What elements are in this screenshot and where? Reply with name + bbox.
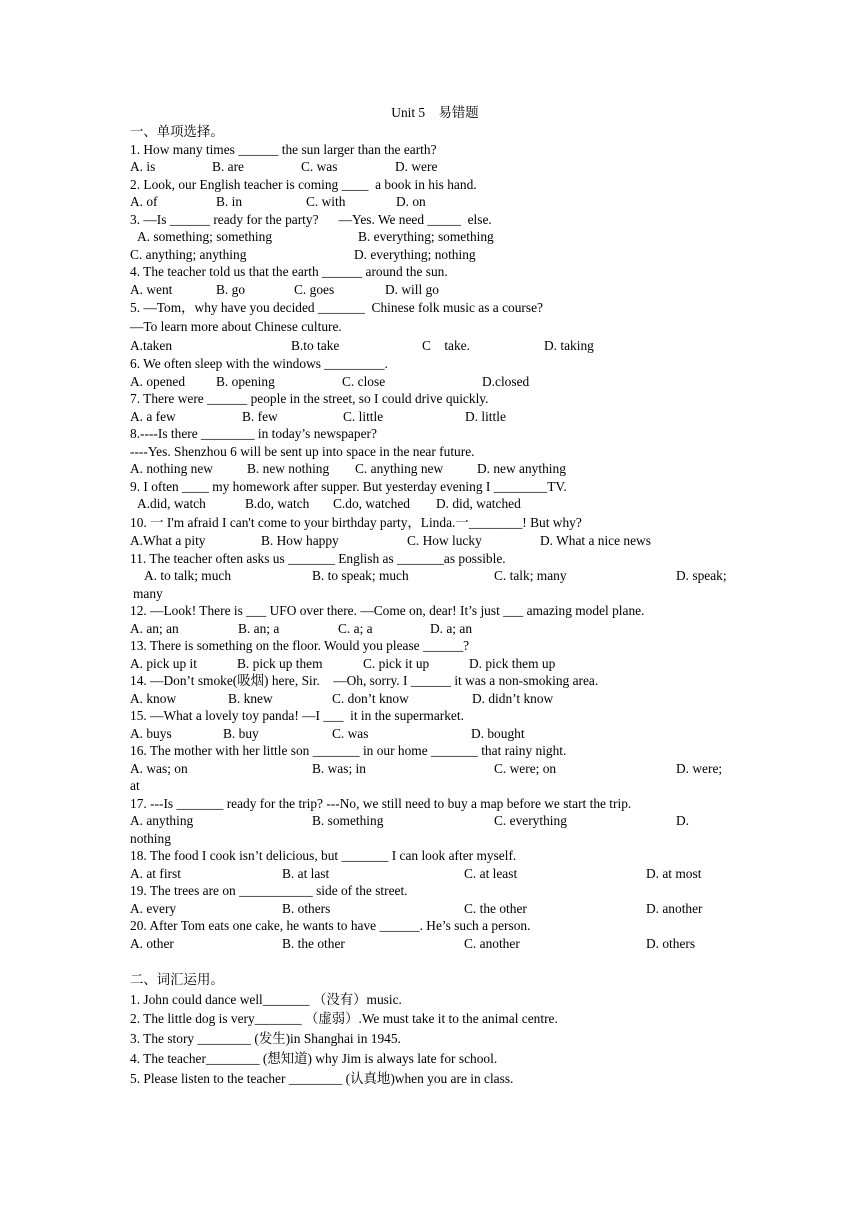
question-14: 14. —Don’t smoke(吸烟) here, Sir. —Oh, sorry. I ______ it was a non-smoking area. [130, 673, 599, 688]
option-d: D. on [396, 194, 426, 209]
option-d: D. taking [544, 338, 594, 353]
option-b: B. at last [282, 865, 330, 881]
option-d: D. at most [646, 865, 702, 881]
question-2: 2. Look, our English teacher is coming ____ a book in his hand. [130, 176, 477, 192]
question-5: 5. —Tom，why have you decided _______ Chinese folk music as a course? [130, 300, 543, 315]
question-9: 9. I often ____ my homework after supper. But yesterday evening I ________TV. [130, 478, 567, 494]
question-4: 4. The teacher told us that the earth ______ around the sun. [130, 264, 448, 279]
options-13 [130, 655, 732, 673]
options-4 [130, 281, 732, 299]
question-17: 17. ---Is _______ ready for the trip? ---No, we still need to buy a map before we start the trip. [130, 795, 632, 811]
option-c: C. pick it up [363, 655, 430, 671]
question-5-reply: —To learn more about Chinese culture. [130, 319, 342, 334]
option-a: A. anything [130, 813, 194, 828]
option-d: D. speak; [676, 568, 727, 583]
option-a: A.taken [130, 338, 173, 353]
option-c: C. everything [494, 813, 567, 828]
option-c: C. a; a [338, 620, 373, 636]
option-d: D.closed [482, 373, 530, 389]
options-2 [130, 193, 732, 211]
option-b: B. others [282, 900, 331, 916]
question-20: 20. After Tom eats one cake, he wants to have ______. He’s such a person. [130, 918, 531, 933]
option-a: A. know [130, 690, 177, 706]
option-c: C. anything new [355, 461, 444, 476]
options-12 [130, 620, 732, 638]
option-a: A. every [130, 900, 177, 916]
question-3: 3. —Is ______ ready for the party? —Yes. We need _____ else. [130, 211, 492, 227]
page-title: Unit 5 易错题 [391, 105, 479, 120]
option-d: D. What a nice news [540, 532, 651, 548]
option-d: D. were; [676, 760, 723, 776]
option-a: A. something; something [137, 229, 273, 244]
option-c: C. were; on [494, 760, 557, 776]
question-7: 7. There were ______ people in the street, so I could drive quickly. [130, 391, 489, 406]
vocab-item-5: 5. Please listen to the teacher ________ (认真地)when you are in class. [130, 1070, 514, 1086]
question-12: 12. —Look! There is ___ UFO over there. —Come on, dear! It’s just ___ amazing model plane. [130, 603, 645, 618]
option-a: A.did, watch [137, 496, 206, 511]
option-b: B.to take [291, 338, 340, 353]
option-a: A. to talk; much [144, 568, 232, 583]
option-c: C. the other [464, 900, 527, 916]
question-19: 19. The trees are on ___________ side of the street. [130, 883, 408, 898]
option-d: D. did, watched [436, 496, 521, 511]
question-16: 16. The mother with her little son _______ in our home _______ that rainy night. [130, 743, 567, 758]
question-15: 15. —What a lovely toy panda! —I ___ it in the supermarket. [130, 708, 464, 723]
question-8: 8.----Is there ________ in today’s newspaper? [130, 426, 377, 441]
option-d: D. everything; nothing [354, 246, 476, 262]
option-b: B. buy [223, 725, 259, 741]
option-d: D. a; an [430, 620, 473, 636]
option-a: A. buys [130, 725, 172, 741]
option-a: A. nothing new [130, 461, 213, 476]
option-c: C. was [332, 725, 369, 741]
option-a: A.What a pity [130, 532, 206, 548]
option-a: A. went [130, 281, 173, 297]
option-b: B. an; a [238, 620, 280, 636]
document-page [130, 104, 732, 1088]
option-d: D. new anything [477, 461, 566, 476]
option-d: D. [676, 813, 690, 828]
option-c: C. anything; anything [130, 246, 247, 262]
question-1: 1. How many times ______ the sun larger than the earth? [130, 141, 437, 157]
option-b: B. go [216, 281, 246, 297]
options-15 [130, 725, 732, 743]
vocab-item-3: 3. The story ________ (发生)in Shanghai in 1945. [130, 1031, 401, 1047]
option-d: D. were [395, 159, 438, 174]
vocab-item-1: 1. John could dance well_______ （没有）music. [130, 991, 402, 1007]
section-gap [130, 952, 732, 970]
option-d: D. pick them up [469, 655, 556, 671]
option-c: C. another [464, 935, 520, 951]
option-c: C. talk; many [494, 568, 567, 583]
options-5 [130, 336, 732, 355]
option-a: A. was; on [130, 760, 188, 776]
option-c: C. close [342, 373, 386, 389]
option-d: D. others [646, 935, 696, 951]
option-a: A. of [130, 194, 158, 209]
options-3a [130, 228, 732, 246]
option-b: B. to speak; much [312, 568, 409, 583]
option-c: C. little [343, 408, 384, 424]
option-a: A. other [130, 935, 174, 951]
option-a: A. pick up it [130, 655, 197, 671]
options-20 [130, 935, 732, 953]
option-b: B. new nothing [247, 461, 330, 476]
options-9 [130, 495, 732, 513]
section-heading: 一、单项选择。 [130, 124, 224, 139]
option-b: B. knew [228, 690, 273, 706]
option-d-continued: many [133, 585, 163, 601]
option-a: A. opened [130, 373, 186, 389]
option-c: C.do, watched [333, 496, 410, 511]
option-b: B. something [312, 813, 384, 828]
question-18: 18. The food I cook isn’t delicious, but _______ I can look after myself. [130, 848, 517, 863]
option-c: C. with [306, 194, 346, 209]
option-d: D. will go [385, 281, 439, 297]
option-b: B. pick up them [237, 655, 323, 671]
options-17 [130, 812, 732, 830]
option-b: B. opening [216, 373, 275, 389]
options-10 [130, 532, 732, 550]
vocab-item-2: 2. The little dog is very_______ （虚弱）.We must take it to the animal centre. [130, 1011, 558, 1027]
option-b: B. was; in [312, 760, 366, 776]
option-a: A. at first [130, 865, 181, 881]
option-b: B. How happy [261, 532, 339, 548]
options-16 [130, 760, 732, 778]
option-c: C. How lucky [407, 532, 482, 548]
option-a: A. an; an [130, 620, 179, 636]
options-19 [130, 900, 732, 918]
option-d: D. didn’t know [472, 690, 554, 706]
option-d: D. little [465, 408, 506, 424]
question-11: 11. The teacher often asks us _______ English as _______as possible. [130, 550, 506, 566]
option-c: C. don’t know [332, 690, 409, 706]
options-6 [130, 373, 732, 391]
question-10: 10. 一 I'm afraid I can't come to your birthday party，Linda.一________! But why? [130, 514, 582, 530]
options-7 [130, 408, 732, 426]
options-11 [130, 567, 732, 585]
option-c: C. was [301, 159, 338, 174]
option-b: B. are [212, 159, 244, 174]
option-b: B. few [242, 408, 278, 424]
vocab-item-4: 4. The teacher________ (想知道) why Jim is always late for school. [130, 1050, 498, 1066]
options-1 [130, 158, 732, 176]
option-d-continued: at [130, 778, 140, 793]
options-14 [130, 690, 732, 708]
option-c: C. at least [464, 865, 518, 881]
option-d: D. bought [471, 725, 525, 741]
question-6: 6. We often sleep with the windows _________. [130, 356, 388, 371]
option-a: A. is [130, 159, 156, 174]
option-c: C take. [422, 338, 470, 353]
options-3b [130, 246, 732, 264]
option-b: B.do, watch [245, 496, 310, 511]
question-13: 13. There is something on the floor. Would you please ______? [130, 638, 470, 653]
option-b: B. in [216, 194, 243, 209]
option-b: B. everything; something [358, 229, 494, 244]
option-a: A. a few [130, 408, 176, 424]
options-8 [130, 460, 732, 478]
section-heading: 二、词汇运用。 [130, 972, 224, 987]
option-d-continued: nothing [130, 830, 171, 846]
question-8-reply: ----Yes. Shenzhou 6 will be sent up into space in the near future. [130, 443, 475, 459]
option-d: D. another [646, 900, 703, 916]
option-b: B. the other [282, 935, 345, 951]
option-c: C. goes [294, 281, 335, 297]
options-18 [130, 865, 732, 883]
